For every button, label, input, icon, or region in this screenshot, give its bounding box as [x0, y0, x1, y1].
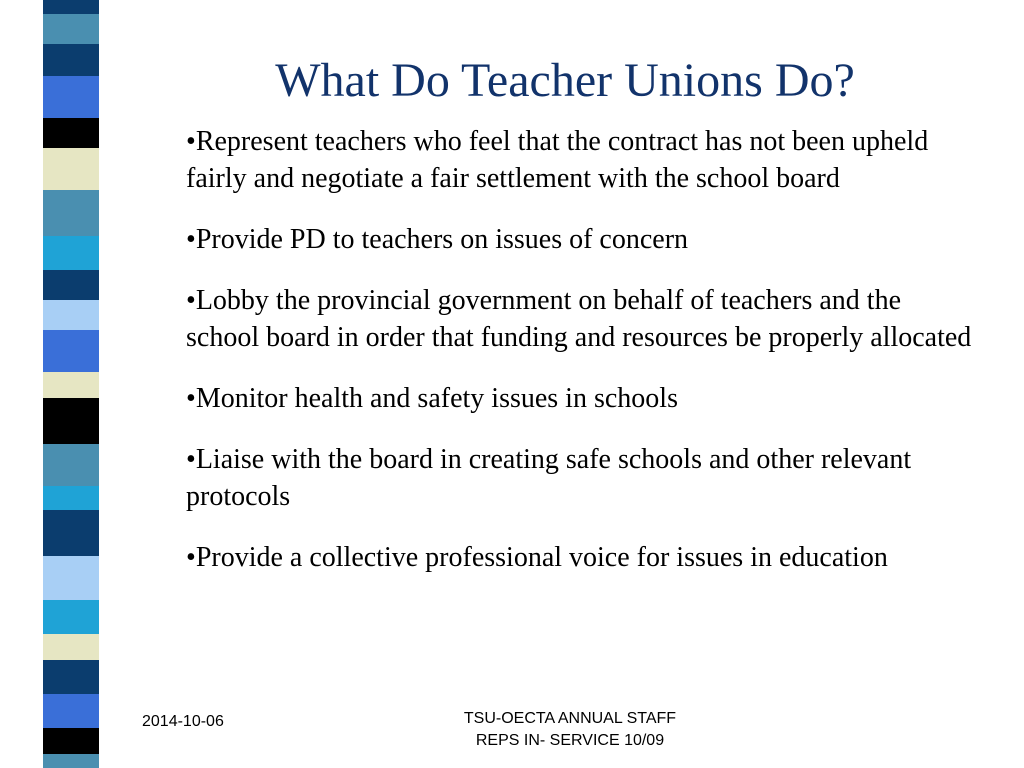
stripe-segment [43, 0, 99, 14]
bullet-item [186, 441, 976, 515]
stripe-segment [43, 398, 99, 444]
footer-caption-line: REPS IN- SERVICE 10/09 [475, 732, 665, 749]
stripe-segment [43, 444, 99, 486]
bullet-text: Represent teachers who feel that the contract has not been upheld fairly and negotiate a fair settlement with the school board [186, 126, 929, 194]
stripe-segment [43, 236, 99, 270]
bullet-text: Lobby the provincial government on behalf of teachers and the school board in order that funding and resources be properly allocated [186, 285, 972, 353]
stripe-segment [43, 634, 99, 660]
bullet-marker: • [186, 444, 196, 475]
stripe-segment [43, 660, 99, 694]
stripe-segment [43, 300, 99, 330]
bullet-item [186, 380, 976, 417]
slide-title: What Do Teacher Unions Do? [275, 54, 855, 107]
stripe-segment [43, 556, 99, 600]
stripe-segment [43, 118, 99, 148]
stripe-segment [43, 270, 99, 300]
stripe-segment [43, 330, 99, 372]
bullet-text: Provide PD to teachers on issues of concern [195, 224, 689, 255]
bullet-item [186, 282, 976, 356]
decorative-stripe-bar [42, 0, 100, 768]
footer-caption [400, 708, 740, 752]
bullet-item [186, 539, 976, 576]
stripe-segment [43, 190, 99, 236]
bullet-text: Provide a collective professional voice for issues in education [195, 542, 888, 573]
bullet-list [186, 123, 976, 600]
stripe-segment [43, 148, 99, 190]
stripe-segment [43, 728, 99, 754]
stripe-segment [43, 14, 99, 44]
bullet-marker: • [186, 285, 196, 316]
stripe-segment [43, 76, 99, 118]
bullet-marker: • [186, 126, 196, 157]
bullet-text: Monitor health and safety issues in schools [195, 383, 678, 414]
bullet-text: Liaise with the board in creating safe schools and other relevant protocols [186, 444, 912, 512]
bullet-marker: • [186, 383, 196, 414]
stripe-segment [43, 44, 99, 76]
stripe-segment [43, 486, 99, 510]
stripe-segment [43, 754, 99, 768]
stripe-segment [43, 510, 99, 556]
bullet-item [186, 221, 976, 258]
bullet-marker: • [186, 224, 196, 255]
footer-caption-line: TSU-OECTA ANNUAL STAFF [463, 710, 677, 727]
footer-date: 2014-10-06 [142, 713, 224, 730]
stripe-segment [43, 600, 99, 634]
bullet-marker: • [186, 542, 196, 573]
bullet-item [186, 123, 976, 197]
stripe-segment [43, 372, 99, 398]
stripe-segment [43, 694, 99, 728]
